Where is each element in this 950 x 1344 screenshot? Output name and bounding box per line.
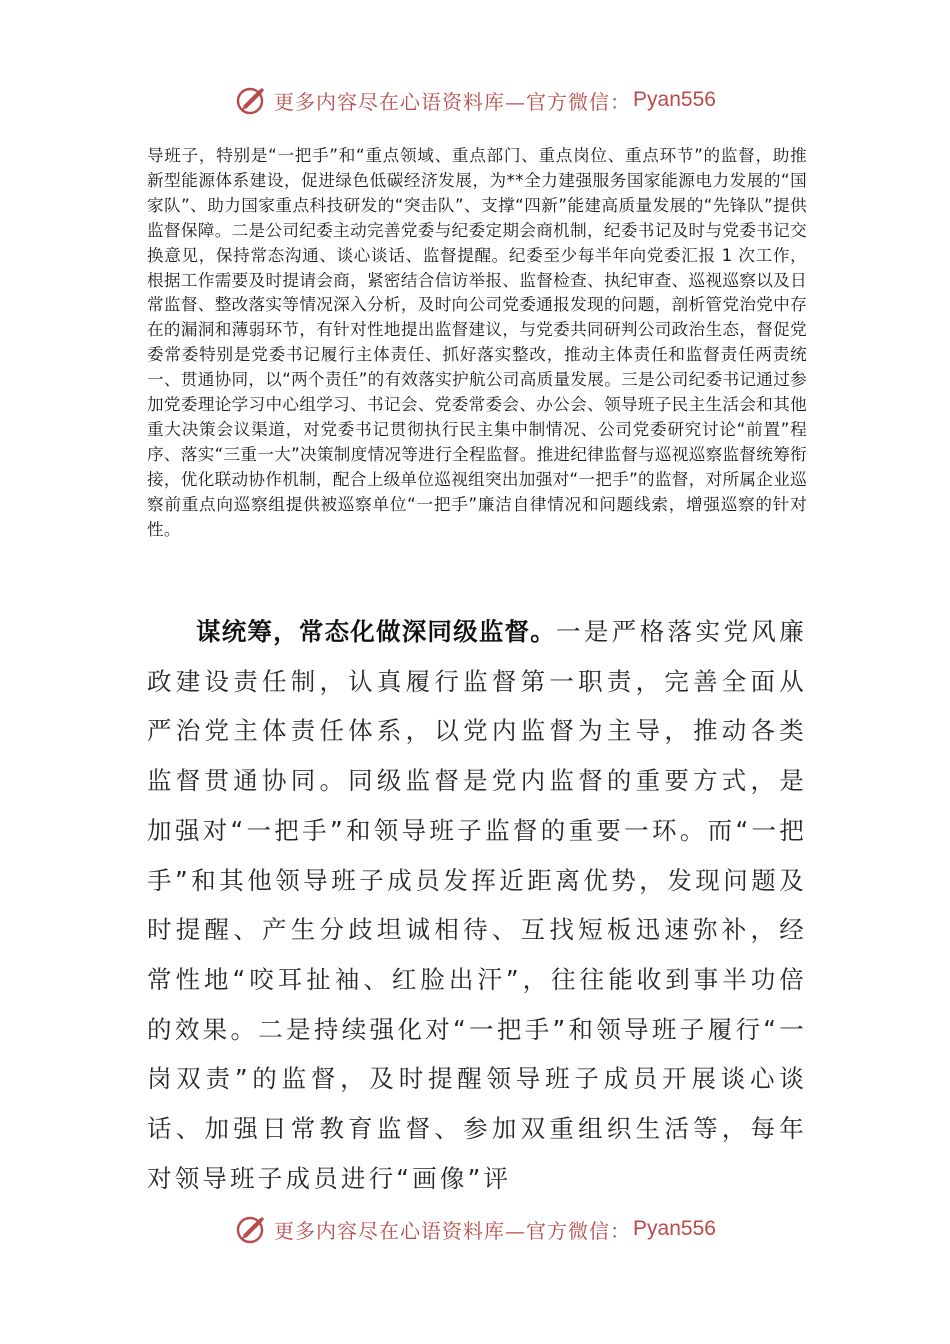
watermark-wechat-id: Pyan556 [633, 88, 716, 111]
pen-logo-icon [234, 1211, 270, 1247]
watermark-text: 更多内容尽在心语资料库—官方微信： [274, 89, 632, 114]
section-body: 一是严格落实党风廉政建设责任制，认真履行监督第一职责，完善全面从严治党主体责任体系，以党内监督为主导，推动各类监督贯通协同。同级监督是党内监督的重要方式，是加强对“一把手”和领导班子监督的重要一环。而“一把手”和其他领导班子成员发挥近距离优势，发现问题及时提醒、产生分歧坦诚相待、互找短板迅速弥补，经常性地“咬耳扯袖、红脸出汗”，往往能收到事半功倍的效果。二是持续强化对“一把手”和领导班子履行“一岗双责”的监督，及时提醒领导班子成员开展谈心谈话、加强日常教育监督、参加双重组织生活等，每年对领导班子成员进行“画像”评 [147, 617, 807, 1193]
section-heading: 谋统筹，常态化做深同级监督。 [196, 617, 556, 646]
pen-logo-icon [234, 82, 270, 118]
header-watermark [0, 80, 950, 120]
body-paragraph-2 [147, 607, 807, 1203]
watermark-text: 更多内容尽在心语资料库—官方微信： [274, 1218, 632, 1243]
footer-watermark [0, 1209, 950, 1249]
body-paragraph-1: 导班子，特别是“一把手”和“重点领域、重点部门、重点岗位、重点环节”的监督，助推新型能源体系建设，促进绿色低碳经济发展，为**全力建强服务国家能源电力发展的“国家队”、助力国家重点科技研发的“突击队”、支撑“四新”能建高质量发展的“先锋队”提供监督保障。二是公司纪委主动完善党委与纪委定期会商机制，纪委书记及时与党委书记交换意见，保持常态沟通、谈心谈话、监督提醒。纪委至少每半年向党委汇报 1 次工作，根据工作需要及时提请会商，紧密结合信访举报、监督检查、执纪审查、巡视巡察以及日常监督、整改落实等情况深入分析，及时向公司党委通报发现的问题，剖析管党治党中存在的漏洞和薄弱环节，有针对性地提出监督建议，与党委共同研判公司政治生态，督促党委常委特别是党委书记履行主体责任、抓好落实整改，推动主体责任和监督责任两责统一、贯通协同，以“两个责任”的有效落实护航公司高质量发展。三是公司纪委书记通过参加党委理论学习中心组学习、书记会、党委常委会、办公会、领导班子民主生活会和其他重大决策会议渠道，对党委书记贯彻执行民主集中制情况、公司党委研究讨论“前置”程序、落实“三重一大”决策制度情况等进行全程监督。推进纪律监督与巡视巡察监督统筹衔接，优化联动协作机制，配合上级单位巡视组突出加强对“一把手”的监督，对所属企业巡察前重点向巡察组提供被巡察单位“一把手”廉洁自律情况和问题线索，增强巡察的针对性。 [147, 146, 807, 539]
watermark-wechat-id: Pyan556 [633, 1217, 716, 1240]
